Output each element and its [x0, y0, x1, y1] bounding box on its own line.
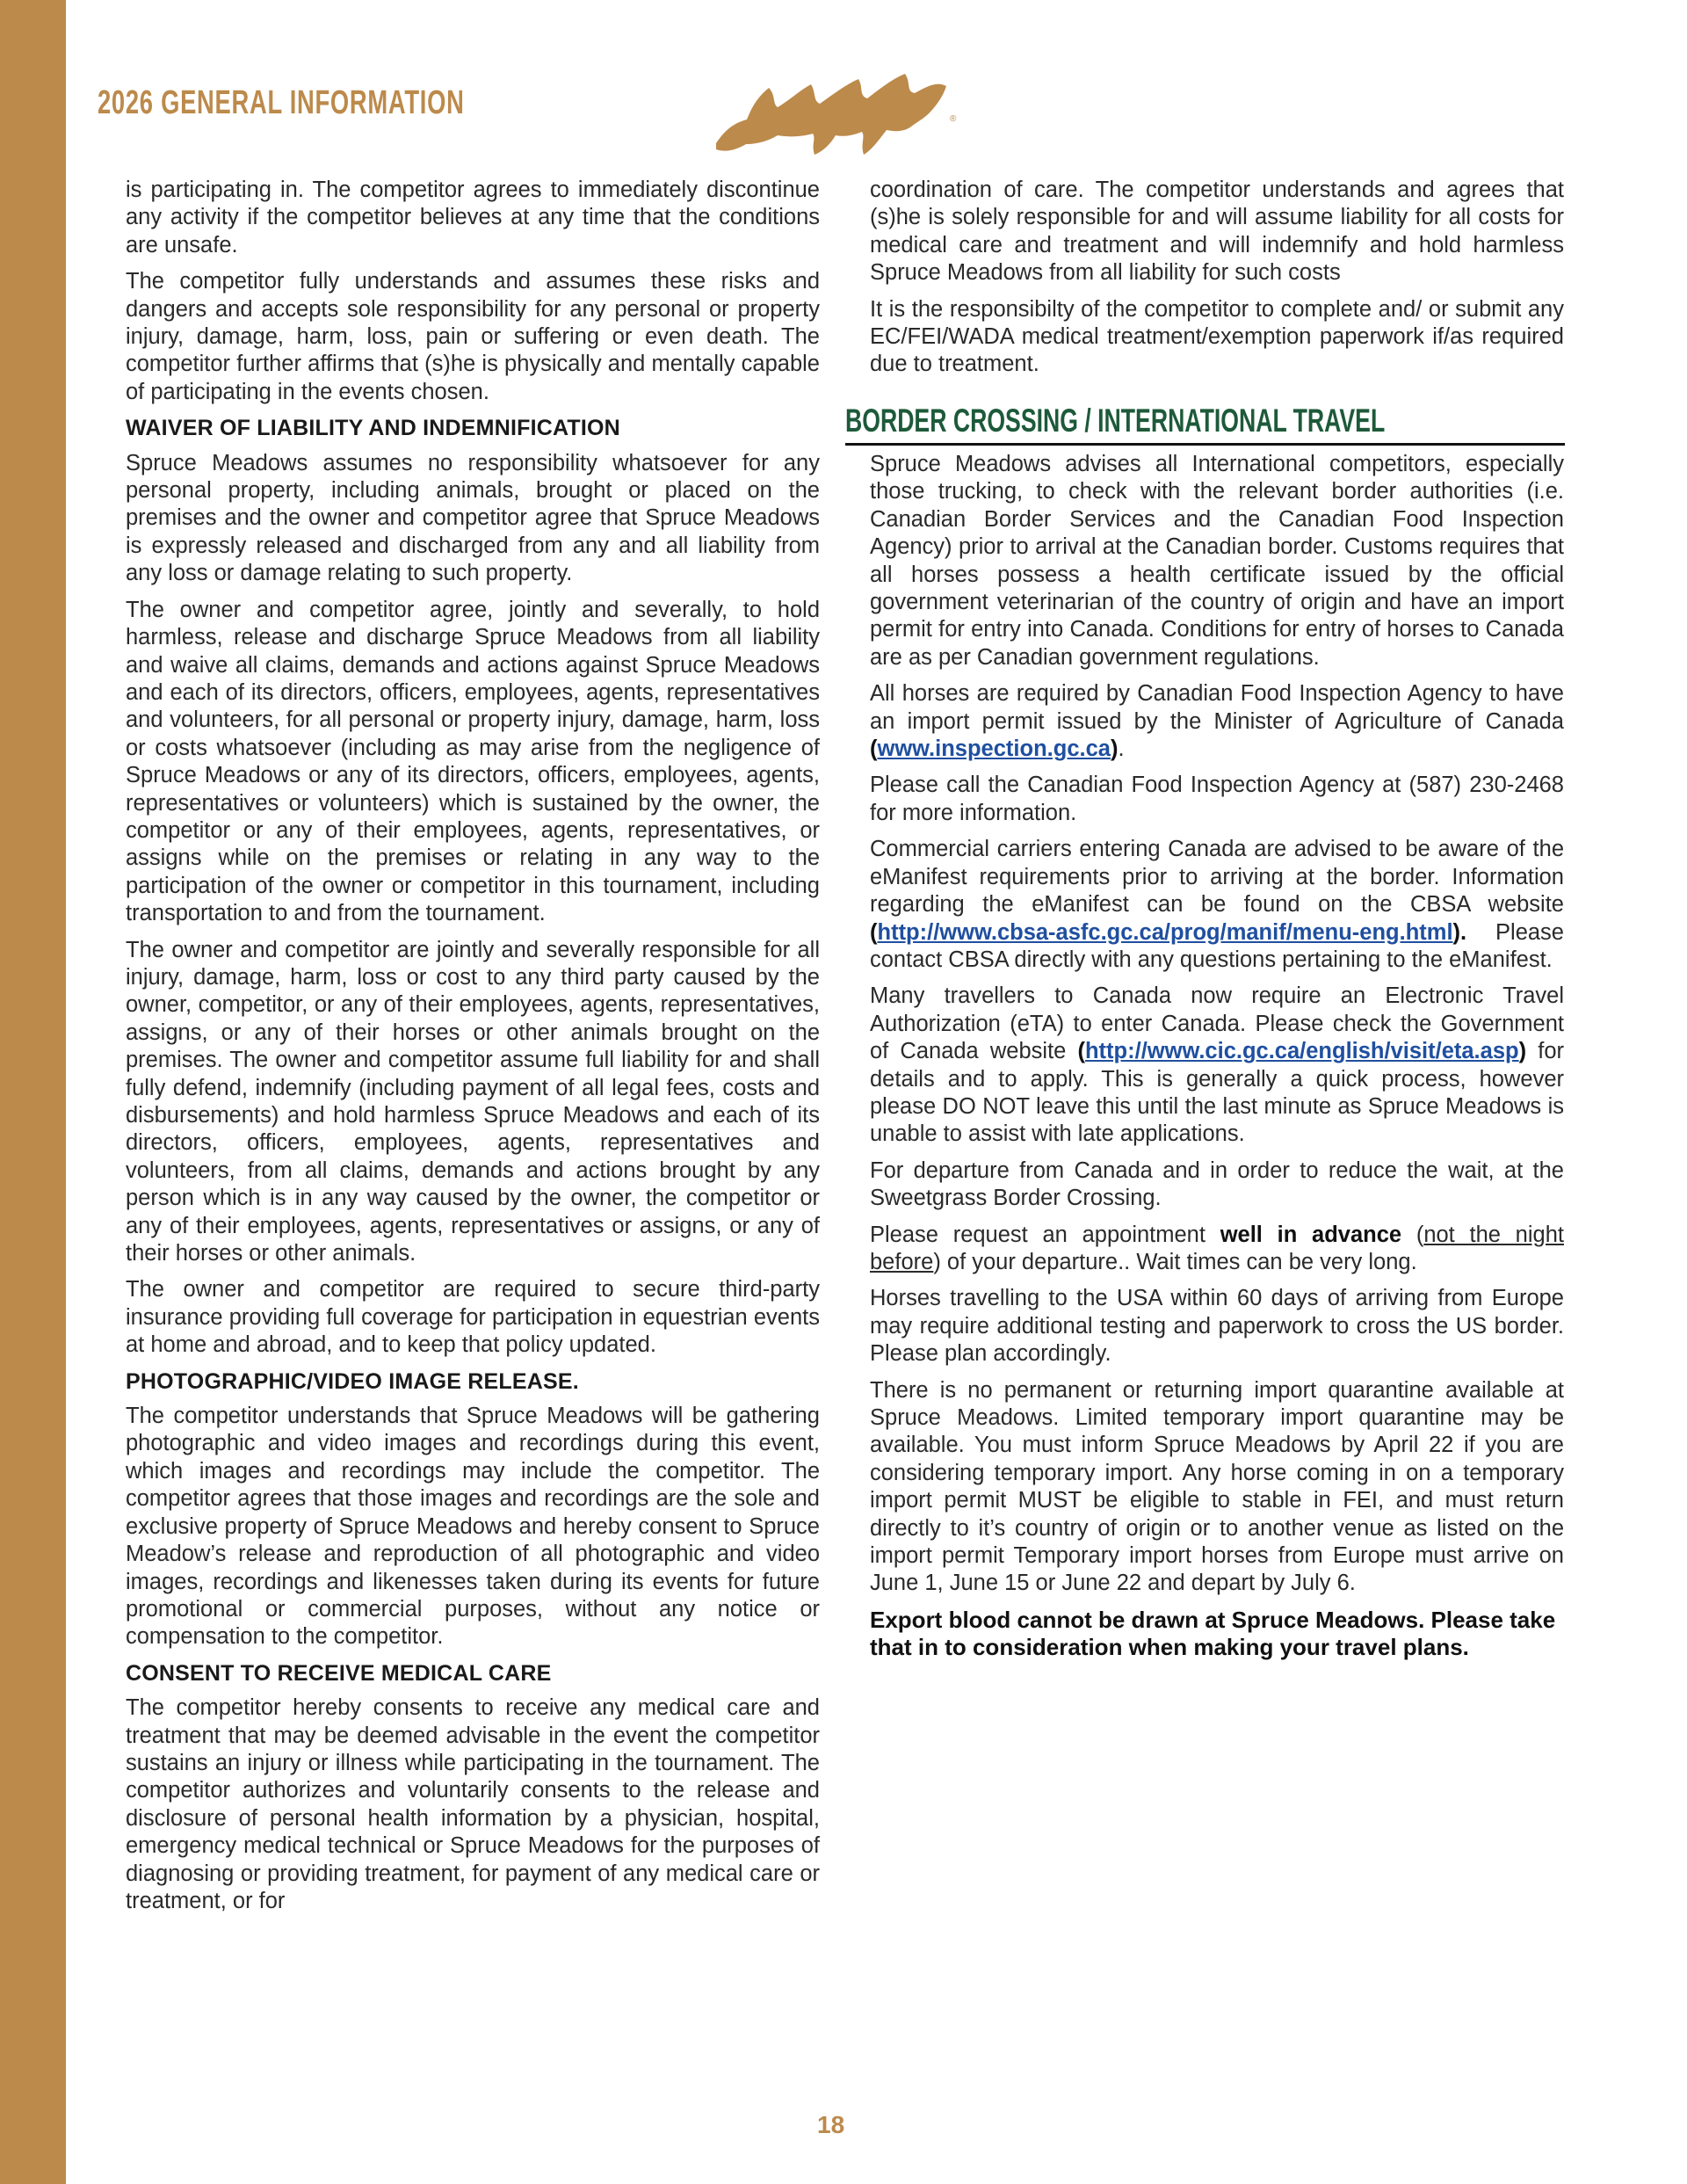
paragraph: [870, 983, 1564, 1148]
export-blood-notice: Export blood cannot be drawn at Spruce Meadows. Please take that in to consideration when making your travel plans.: [870, 1606, 1556, 1661]
paragraph: The owner and competitor are jointly and severally responsible for all injury, damage, harm, loss or cost to any third party caused by the owner, competitor, or any of their employees, agents, representatives, assigns, or any of their horses or other animals brought on the premises. The owner and competitor assume full liability for and shall fully defend, indemnify (including payment of all legal fees, costs and disbursements) and hold harmless Spruce Meadows and each of its directors, officers, employees, agents, representatives and volunteers, from all claims, demands and actions brought by any person which is in any way caused by the owner, the competitor or any of their employees, agents, representatives or assigns, or any of their horses or other animals.: [126, 937, 820, 1266]
inspection-link[interactable]: www.inspection.gc.ca: [877, 736, 1111, 762]
right-column-top: [870, 177, 1564, 388]
paragraph: It is the responsibilty of the competitor to complete and/ or submit any EC/FEI/WADA medical treatment/exemption paperwork if/as required due to treatment.: [870, 296, 1564, 377]
left-column: [126, 177, 820, 1924]
paragraph: [870, 1222, 1564, 1277]
paragraph: The competitor hereby consents to receive any medical care and treatment that may be deemed advisable in the event the competitor sustains an injury or illness while participating in the tournament. The competitor authorizes and voluntarily consents to the release and disclosure of personal health information by a physician, hospital, emergency medical technical or Spruce Meadows for the purposes of diagnosing or providing treatment, for payment of any medical care or treatment, or for: [126, 1695, 820, 1913]
text: (: [870, 736, 878, 762]
text: All horses are required by Canadian Food Inspection Agency to have an import permit issued by the Minister of Agriculture of Canada: [870, 681, 1564, 734]
paragraph: is participating in. The competitor agrees to immediately discontinue any activity if the competitor believes at any time that the conditions are unsafe.: [126, 178, 820, 258]
text: ).: [1452, 919, 1467, 945]
section-title: 2026 GENERAL INFORMATION: [98, 84, 465, 121]
cbsa-link[interactable]: http://www.cbsa-asfc.gc.ca/prog/manif/menu-eng.html: [877, 919, 1453, 945]
paragraph: The owner and competitor are required to secure third-party insurance providing full coverage for participation in equestrian events at home and abroad, and to keep that policy updated.: [126, 1277, 820, 1358]
text: ): [1518, 1039, 1527, 1064]
jumping-horses-logo: [707, 69, 962, 156]
paragraph: For departure from Canada and in order to reduce the wait, at the Sweetgrass Border Crossing.: [870, 1157, 1564, 1211]
text: .: [1118, 736, 1125, 762]
paragraph: There is no permanent or returning import quarantine available at Spruce Meadows. Limited temporary import quarantine may be available. You must inform Spruce Meadows by April 22 if you are considering temporary import. Any horse coming in on a temporary import permit MUST be eligible to stable in FEI, and must return directly to it’s country of origin or to another venue as listed on the import permit Temporary import horses from Europe must arrive on June 1, June 15 or June 22 and depart by July 6.: [870, 1377, 1564, 1596]
underlined-text: not the night before: [870, 1222, 1564, 1274]
emphasis: well in advance: [1220, 1222, 1402, 1247]
paragraph: Horses travelling to the USA within 60 days of arriving from Europe may require additional testing and paperwork to cross the US border. Please plan accordingly.: [870, 1286, 1564, 1367]
paragraph: [870, 836, 1564, 974]
text: Commercial carriers entering Canada are advised to be aware of the eManifest requirements prior to arriving at the border. Information regarding the eManifest can be found on the CBSA website: [870, 837, 1564, 918]
eta-link[interactable]: http://www.cic.gc.ca/english/visit/eta.asp: [1084, 1039, 1519, 1064]
right-column: [870, 451, 1564, 1671]
text: Many travellers to Canada now require an Electronic Travel Authorization (eTA) to enter Canada. Please check the Government of Canada website: [870, 983, 1564, 1064]
text: ) of your departure.. Wait times can be very long.: [933, 1249, 1417, 1274]
text: (: [870, 919, 878, 945]
paragraph: The competitor understands that Spruce Meadows will be gathering photographic and video images and recordings during this event, which images and recordings may include the competitor. The competitor agrees that those images and recordings are the sole and exclusive property of Spruce Meadows and hereby consent to Spruce Meadow’s release and reproduction of all photographic and video images, recordings and likenesses taken during its events for future promotional or commercial purposes, without any notice or compensation to the competitor.: [126, 1404, 820, 1650]
paragraph: Spruce Meadows advises all International competitors, especially those trucking, to check with the relevant border authorities (i.e. Canadian Border Services and the Canadian Food Inspection Agency) prior to arrival at the Canadian border. Customs requires that all horses possess a health certificate issued by the official government veterinarian of the country of origin and have an import permit for entry into Canada. Conditions for entry of horses to Canada are as per Canadian government regulations.: [870, 452, 1564, 670]
paragraph: The competitor fully understands and assumes these risks and dangers and accepts sole responsibility for any personal or property injury, damage, harm, loss, pain or suffering or even death. The competitor further affirms that (s)he is physically and mentally capable of participating in the events chosen.: [126, 269, 820, 404]
text: ): [1110, 736, 1119, 762]
heading-photo-release: PHOTOGRAPHIC/VIDEO IMAGE RELEASE.: [126, 1368, 579, 1394]
heading-text: BORDER CROSSING / INTERNATIONAL TRAVEL: [845, 403, 1386, 439]
heading-border-crossing: [845, 403, 1565, 446]
page-number: 18: [817, 2111, 845, 2138]
side-color-band: [0, 0, 66, 2184]
text: (: [1401, 1222, 1424, 1247]
paragraph: The owner and competitor agree, jointly and severally, to hold harmless, release and discharge Spruce Meadows from all liability and waive all claims, demands and actions against Spruce Meadows and each of its directors, officers, employees, agents, representatives and volunteers, for all personal or property injury, damage, harm, loss or costs whatsoever (including as may arise from the negligence of Spruce Meadows or any of its directors, officers, employees, agents, representatives or volunteers) which is sustained by the owner, the competitor or any of their employees, agents, representatives, or assigns while on the premises or relating in any way to the participation of the owner or competitor in this tournament, including transportation to and from the tournament.: [126, 597, 820, 926]
svg-text:®: ®: [950, 114, 957, 124]
heading-waiver: WAIVER OF LIABILITY AND INDEMNIFICATION: [126, 416, 620, 441]
heading-medical-care: CONSENT TO RECEIVE MEDICAL CARE: [126, 1660, 552, 1686]
paragraph: coordination of care. The competitor understands and agrees that (s)he is solely responsible for and will assume liability for all costs for medical care and treatment and will indemnify and hold harmless Spruce Meadows from all liability for such costs: [870, 178, 1564, 286]
paragraph: [870, 680, 1564, 763]
text: Please contact CBSA directly with any questions pertaining to the eManifest.: [870, 919, 1564, 972]
text: (: [1077, 1039, 1085, 1064]
text: for details and to apply. This is generally a quick process, however please DO NOT leave this until the last minute as Spruce Meadows is unable to assist with late applications.: [870, 1039, 1564, 1147]
paragraph: Please call the Canadian Food Inspection Agency at (587) 230-2468 for more information.: [870, 773, 1564, 825]
text: Please request an appointment: [870, 1222, 1220, 1247]
paragraph: Spruce Meadows assumes no responsibility whatsoever for any personal property, including animals, brought or placed on the premises and the owner and competitor agree that Spruce Meadows is expressly released and discharged from any and all liability from any loss or damage relating to such property.: [126, 450, 820, 586]
